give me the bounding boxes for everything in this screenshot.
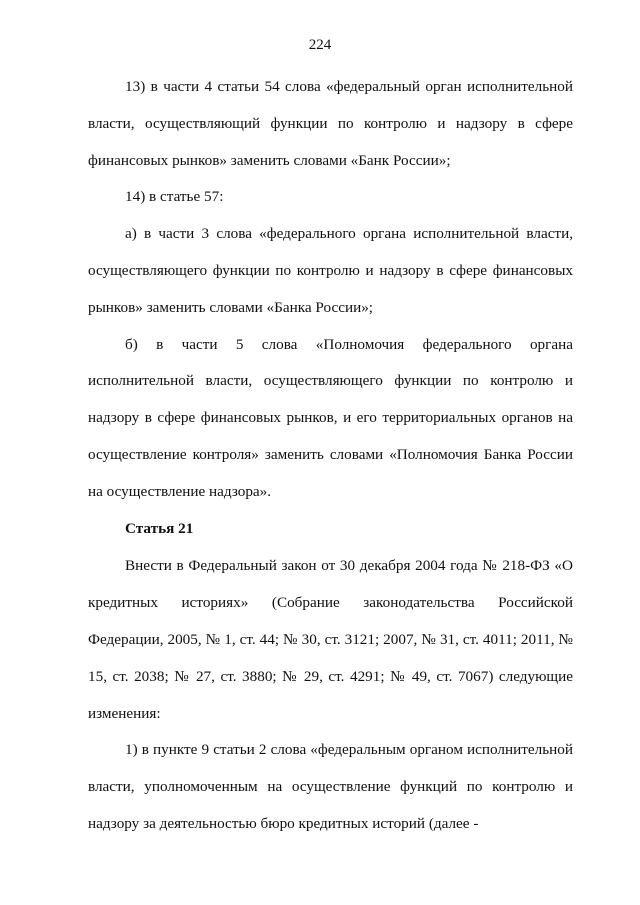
- paragraph-14a: а) в части 3 слова «федерального органа исполнительной власти, осуществляющего функции по контролю и надзору в сфере финансовых рынков» заменить словами «Банка России»;: [88, 225, 573, 316]
- paragraph-1: 1) в пункте 9 статьи 2 слова «федеральным органом исполнительной власти, уполномоченным на осуществление функций по контролю и надзору за деятельностью бюро кредитных историй (далее -: [88, 741, 573, 832]
- page-number: 224: [308, 37, 332, 53]
- article-intro: Внести в Федеральный закон от 30 декабря 2004 года № 218-ФЗ «О кредитных историях» (Собрание законодательства Российской Федерации, 2005, № 1, ст. 44; № 30, ст. 3121; 2007, № 31, ст. 4011; 2011, № 15, ст. 2038; № 27, ст. 3880; № 29, ст. 4291; № 49, ст. 7067) следующие изменения:: [88, 557, 573, 722]
- paragraph-14: 14) в статье 57:: [125, 188, 224, 206]
- article-heading: Статья 21: [125, 519, 194, 537]
- paragraph-14b: б) в части 5 слова «Полномочия федерального органа исполнительной власти, осуществляющего функции по контролю и надзору в сфере финансовых рынков, и его территориальных органов на осуществление контроля» заменить словами «Полномочия Банка России на осуществление надзора».: [88, 335, 573, 500]
- paragraph-13: 13) в части 4 статьи 54 слова «федеральный орган исполнительной власти, осуществляющий функции по контролю и надзору в сфере финансовых рынков» заменить словами «Банк России»;: [88, 78, 573, 169]
- document-body: [88, 69, 573, 843]
